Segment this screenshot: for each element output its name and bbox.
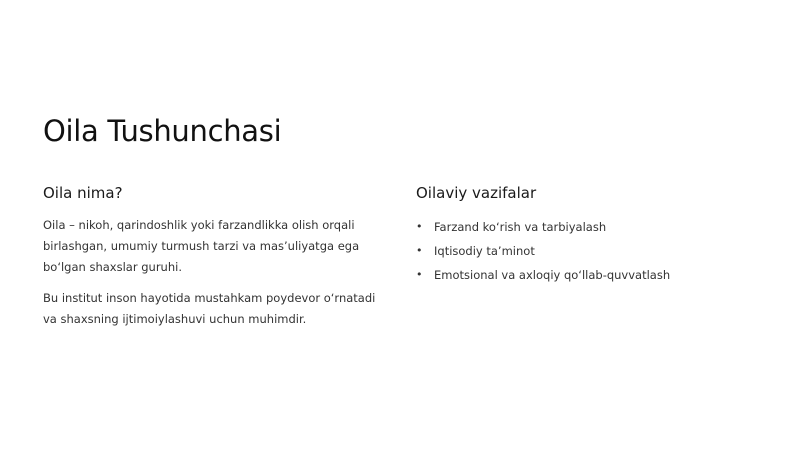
list-item — [416, 215, 756, 239]
list-item-label: Emotsional va axloqiy qo‘llab-quvvatlash — [434, 268, 671, 282]
left-column — [43, 184, 388, 340]
bullet-icon: • — [416, 220, 423, 233]
left-column-heading: Oila nima? — [43, 184, 123, 202]
functions-list — [416, 215, 756, 287]
importance-paragraph: Bu institut inson hayotida mustahkam poydevor o‘rnatadi va shaxsning ijtimoiylashuvi uchun muhimdir. — [43, 291, 376, 326]
list-item-label: Iqtisodiy ta’minot — [434, 244, 535, 258]
bullet-icon: • — [416, 244, 423, 257]
right-column — [416, 184, 756, 287]
right-column-heading: Oilaviy vazifalar — [416, 184, 537, 202]
list-item — [416, 239, 756, 263]
bullet-icon: • — [416, 268, 423, 281]
slide-title: Oila Tushunchasi — [43, 114, 282, 148]
list-item — [416, 263, 756, 287]
list-item-label: Farzand ko‘rish va tarbiyalash — [434, 220, 607, 234]
definition-paragraph: Oila – nikoh, qarindoshlik yoki farzandlikka olish orqali birlashgan, umumiy turmush tarzi va mas’uliyatga ega bo‘lgan shaxslar guruhi. — [43, 218, 360, 274]
